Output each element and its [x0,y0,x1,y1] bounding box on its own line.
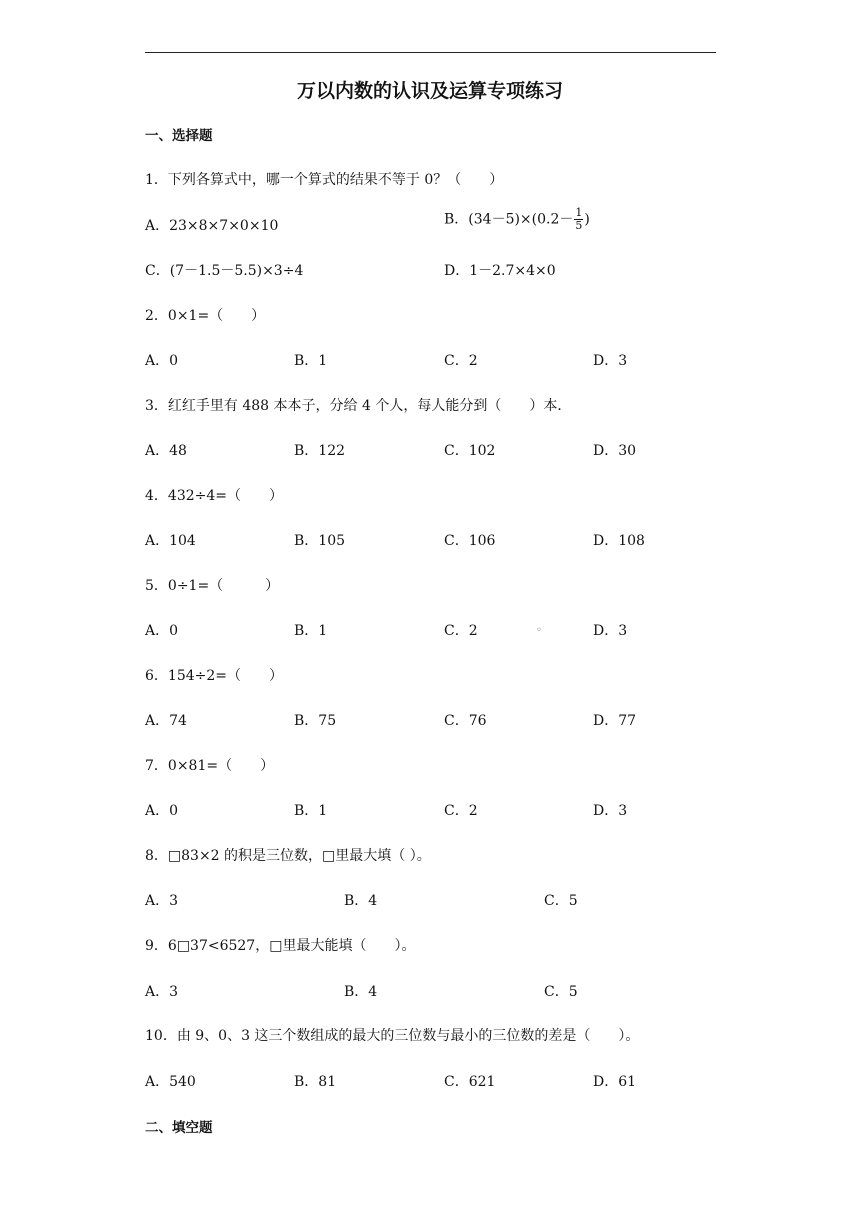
question-2-option-a: A．0 [145,353,179,369]
question-4: 4．432÷4=（ ） [145,488,283,504]
question-2-option-c: C．2 [444,353,478,369]
question-8-option-b: B．4 [344,893,378,909]
question-4-option-b: B．105 [294,533,346,549]
question-8: 8．□83×2 的积是三位数，□里最大填（ ）。 [145,848,431,864]
question-6-option-c: C．76 [444,713,487,729]
question-7-option-b: B．1 [294,803,328,819]
question-4-option-d: D．108 [593,533,645,549]
question-6-option-d: D．77 [593,713,637,729]
question-10-option-d: D．61 [593,1074,637,1090]
question-1: 1．下列各算式中，哪一个算式的结果不等于 0？（ ） [145,172,504,188]
question-7-option-a: A．0 [145,803,179,819]
question-5: 5．0÷1=（ ） [145,578,280,594]
question-3-option-b: B．122 [294,443,346,459]
question-6-option-a: A．74 [145,713,187,729]
question-2-option-b: B．1 [294,353,328,369]
question-9-option-b: B．4 [344,984,378,1000]
question-4-option-a: A．104 [145,533,196,549]
question-7-option-c: C．2 [444,803,478,819]
question-1-option-a: A．23×8×7×0×10 [145,218,279,234]
section-heading-fill-in: 二、填空题 [145,1120,213,1136]
question-3-option-a: A．48 [145,443,187,459]
header-rule [145,52,716,53]
question-5-option-b: B．1 [294,623,328,639]
question-5-option-d: D．3 [593,623,628,639]
question-10: 10．由 9、0、3 这三个数组成的最大的三位数与最小的三位数的差是（ ）。 [145,1028,640,1044]
fraction [574,207,583,232]
question-10-option-a: A．540 [145,1074,196,1090]
stray-mark: ◦ [536,625,542,636]
option-b-suffix: ) [584,211,590,228]
question-8-option-c: C．5 [544,893,578,909]
question-8-option-a: A．3 [145,893,179,909]
fraction-denominator: 5 [575,219,583,232]
question-6-option-b: B．75 [294,713,337,729]
question-7: 7．0×81=（ ） [145,758,275,774]
question-1-option-b [444,207,590,232]
question-4-option-c: C．106 [444,533,496,549]
question-10-option-c: C．621 [444,1074,496,1090]
question-7-option-d: D．3 [593,803,628,819]
question-2: 2．0×1=（ ） [145,308,266,324]
question-3: 3．红红手里有 488 本本子，分给 4 个人，每人能分到（ ）本． [145,398,572,414]
option-b-prefix: B．(34－5)×(0.2－ [444,211,574,228]
question-5-option-a: A．0 [145,623,179,639]
question-10-option-b: B．81 [294,1074,337,1090]
fraction-numerator: 1 [575,206,583,219]
question-9-option-c: C．5 [544,984,578,1000]
question-1-option-d: D．1－2.7×4×0 [444,263,556,279]
question-9-option-a: A．3 [145,984,179,1000]
question-6: 6．154÷2=（ ） [145,668,283,684]
question-1-option-c: C．(7－1.5－5.5)×3÷4 [145,263,304,279]
question-3-option-d: D．30 [593,443,637,459]
question-5-option-c: C．2 [444,623,478,639]
page-title: 万以内数的认识及运算专项练习 [296,80,563,102]
question-3-option-c: C．102 [444,443,496,459]
question-2-option-d: D．3 [593,353,628,369]
section-heading-choice: 一、选择题 [145,128,213,144]
question-9: 9．6□37<6527，□里最大能填（ ）。 [145,938,416,954]
